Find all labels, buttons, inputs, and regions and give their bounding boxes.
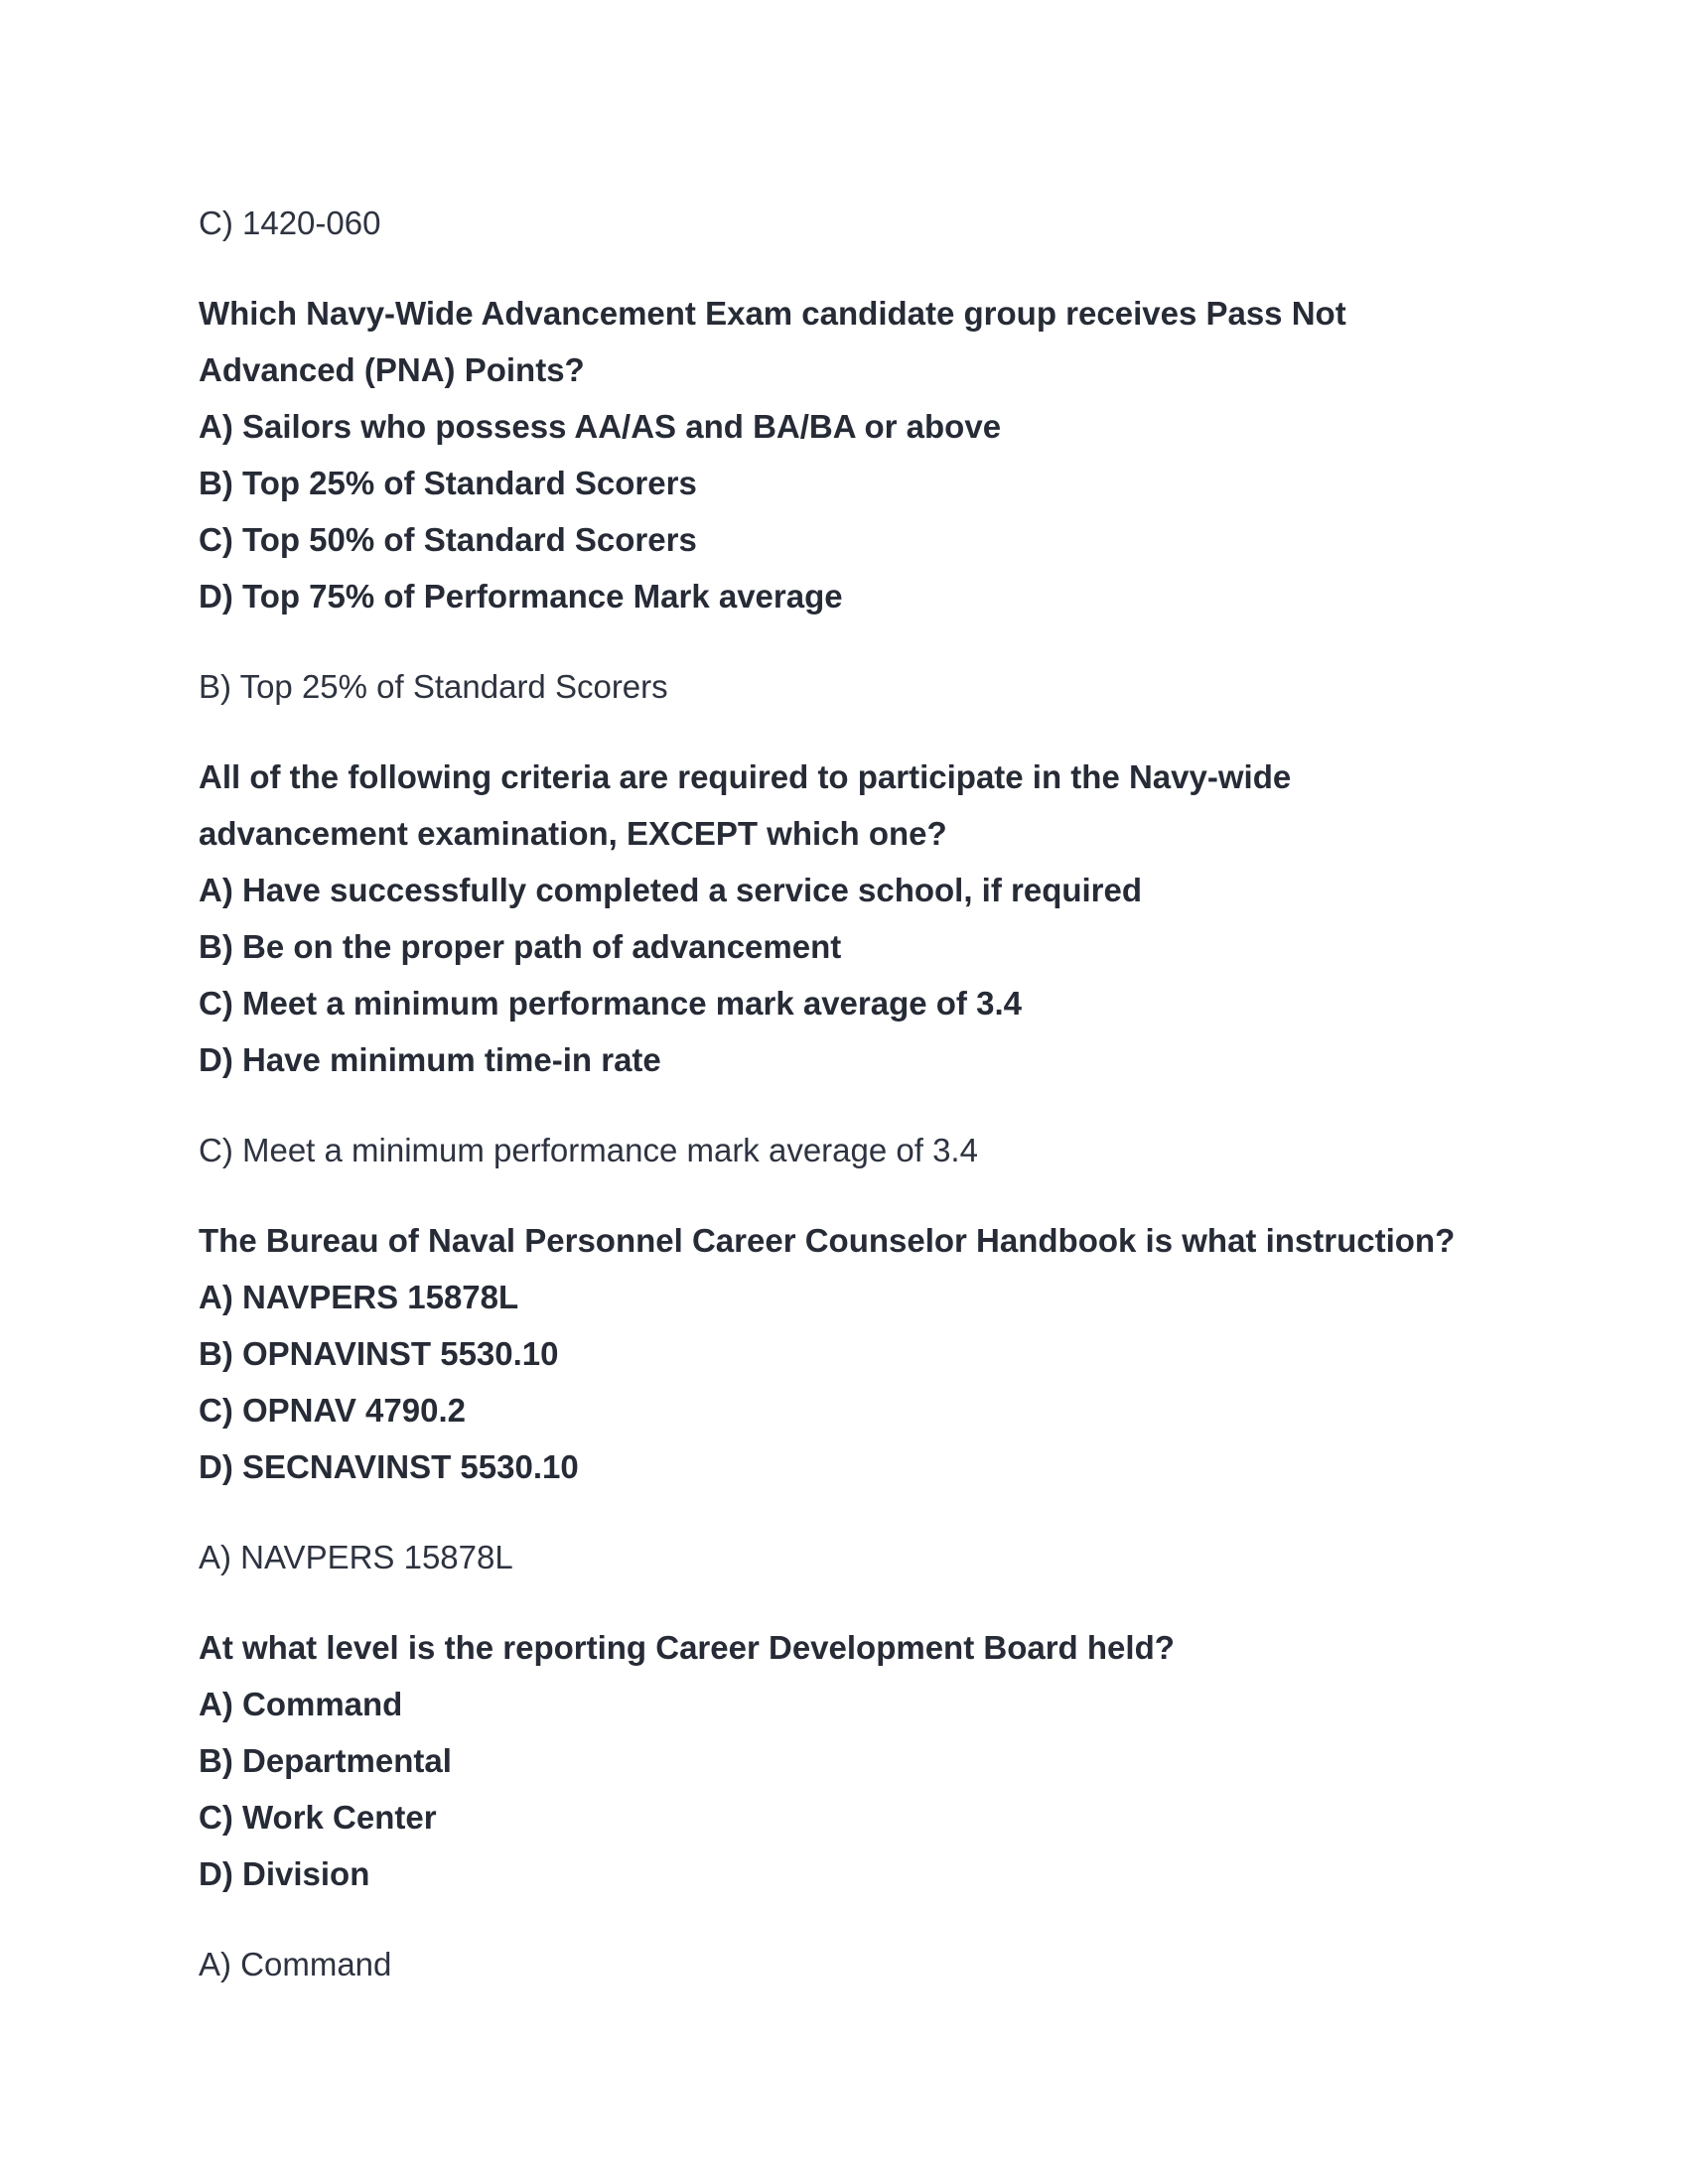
spacer (199, 624, 1549, 658)
question-text: All of the following criteria are required to participate in the Navy-wide (199, 758, 1292, 795)
question-text: advancement examination, EXCEPT which one? (199, 815, 947, 852)
option-c: C) Meet a minimum performance mark average of 3.4 (199, 985, 1022, 1022)
option-b: B) Departmental (199, 1742, 452, 1779)
spacer (199, 1088, 1549, 1122)
answer-text: A) NAVPERS 15878L (199, 1539, 513, 1575)
question-block (199, 1619, 1549, 1992)
option-d: D) Have minimum time-in rate (199, 1041, 661, 1078)
spacer (199, 1902, 1549, 1936)
option-d: D) Division (199, 1855, 370, 1892)
option-b: B) Top 25% of Standard Scorers (199, 465, 697, 501)
answer-text: C) Meet a minimum performance mark average of 3.4 (199, 1132, 978, 1168)
option-b: B) Be on the proper path of advancement (199, 928, 842, 965)
question-block (199, 749, 1549, 1212)
option-a: A) Command (199, 1686, 403, 1722)
question-block (199, 285, 1549, 749)
option-c: C) Work Center (199, 1799, 437, 1836)
leading-answer: C) 1420-060 (199, 205, 381, 241)
answer-text: B) Top 25% of Standard Scorers (199, 668, 668, 705)
answer-text: A) Command (199, 1946, 392, 1982)
question-text: Which Navy-Wide Advancement Exam candidate group receives Pass Not (199, 295, 1346, 332)
question-text: The Bureau of Naval Personnel Career Counselor Handbook is what instruction? (199, 1222, 1456, 1259)
option-d: D) SECNAVINST 5530.10 (199, 1448, 579, 1485)
question-block (199, 1212, 1549, 1619)
option-a: A) Sailors who possess AA/AS and BA/BA or above (199, 408, 1002, 445)
spacer (199, 1178, 1549, 1212)
option-c: C) Top 50% of Standard Scorers (199, 521, 697, 558)
spacer (199, 1495, 1549, 1529)
question-text: At what level is the reporting Career Development Board held? (199, 1629, 1175, 1666)
option-b: B) OPNAVINST 5530.10 (199, 1335, 559, 1372)
question-text: Advanced (PNA) Points? (199, 351, 585, 388)
option-c: C) OPNAV 4790.2 (199, 1392, 466, 1429)
option-d: D) Top 75% of Performance Mark average (199, 578, 843, 614)
spacer (199, 1585, 1549, 1619)
spacer (199, 251, 1549, 285)
spacer (199, 715, 1549, 749)
option-a: A) Have successfully completed a service school, if required (199, 872, 1143, 908)
option-a: A) NAVPERS 15878L (199, 1279, 519, 1315)
